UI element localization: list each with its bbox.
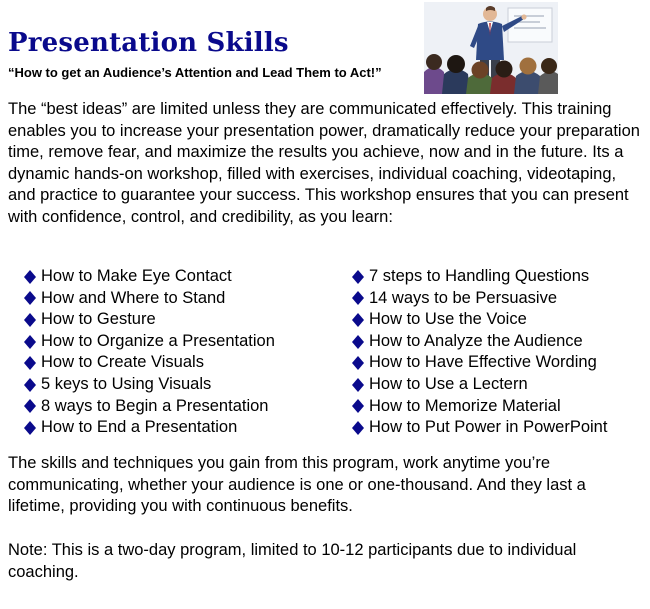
list-item (352, 374, 607, 396)
intro-paragraph: The “best ideas” are limited unless they are communicated effectively. This training enables you to increase your presentation power, dramatically reduce your preparation time, remove fear, and maximize the results you achieve, now and in the future. Its a dynamic hands-on workshop, filled with exercises, individual coaching, videotaping, and practice to guarantee your success. This workshop ensures that you can present with confidence, control, and credibility, as you learn: (8, 100, 640, 226)
list-item-label: 14 ways to be Persuasive (369, 288, 558, 307)
list-item-label: How to Make Eye Contact (41, 267, 232, 285)
diamond-bullet-icon (24, 291, 36, 305)
presenter-photo (424, 2, 558, 94)
page-title: Presentation Skills (8, 28, 289, 58)
diamond-bullet-icon (352, 399, 364, 413)
diamond-bullet-icon (352, 356, 364, 370)
list-item (352, 331, 607, 353)
list-item-label: How and Where to Stand (41, 288, 226, 307)
diamond-bullet-icon (24, 421, 36, 435)
list-item (352, 352, 607, 374)
diamond-bullet-icon (352, 270, 364, 284)
list-item (24, 374, 275, 396)
diamond-bullet-icon (24, 270, 36, 284)
diamond-bullet-icon (352, 378, 364, 392)
diamond-bullet-icon (24, 335, 36, 349)
list-item (352, 309, 607, 331)
diamond-bullet-icon (24, 399, 36, 413)
note-paragraph: Note: This is a two-day program, limited to 10-12 participants due to individual coaching. (8, 541, 577, 581)
outro-paragraph: The skills and techniques you gain from this program, work anytime you’re communicating, whether your audience is one or one-thousand. And they last a lifetime, providing you with continuous benefits. (8, 454, 586, 516)
list-item-label: How to Have Effective Wording (369, 353, 597, 372)
list-item-label: How to Gesture (41, 310, 156, 329)
list-item (24, 331, 275, 353)
list-item-label: How to Organize a Presentation (41, 331, 275, 350)
list-item (352, 396, 607, 418)
list-item (24, 309, 275, 331)
diamond-bullet-icon (352, 291, 364, 305)
list-item-label: 7 steps to Handling Questions (369, 267, 590, 285)
diamond-bullet-icon (24, 356, 36, 370)
list-item (352, 417, 607, 439)
page-subtitle: “How to get an Audience’s Attention and Lead Them to Act!” (8, 65, 382, 80)
diamond-bullet-icon (352, 335, 364, 349)
list-item-label: How to Put Power in PowerPoint (369, 418, 608, 437)
diamond-bullet-icon (352, 313, 364, 327)
list-item-label: How to Use the Voice (369, 310, 527, 329)
diamond-bullet-icon (352, 421, 364, 435)
list-item (24, 396, 275, 418)
list-item (352, 288, 607, 310)
list-item (24, 266, 275, 288)
list-item (24, 417, 275, 439)
list-item-label: How to Use a Lectern (369, 374, 528, 393)
list-item-label: How to Create Visuals (41, 353, 204, 372)
list-item (24, 352, 275, 374)
list-item-label: 8 ways to Begin a Presentation (41, 396, 269, 415)
list-item-label: 5 keys to Using Visuals (41, 374, 212, 393)
topics-list-left (24, 266, 275, 439)
list-item-label: How to Memorize Material (369, 396, 561, 415)
list-item-label: How to Analyze the Audience (369, 331, 583, 350)
topics-list-right (352, 266, 607, 439)
list-item-label: How to End a Presentation (41, 418, 238, 437)
list-item (352, 266, 607, 288)
diamond-bullet-icon (24, 378, 36, 392)
diamond-bullet-icon (24, 313, 36, 327)
list-item (24, 288, 275, 310)
